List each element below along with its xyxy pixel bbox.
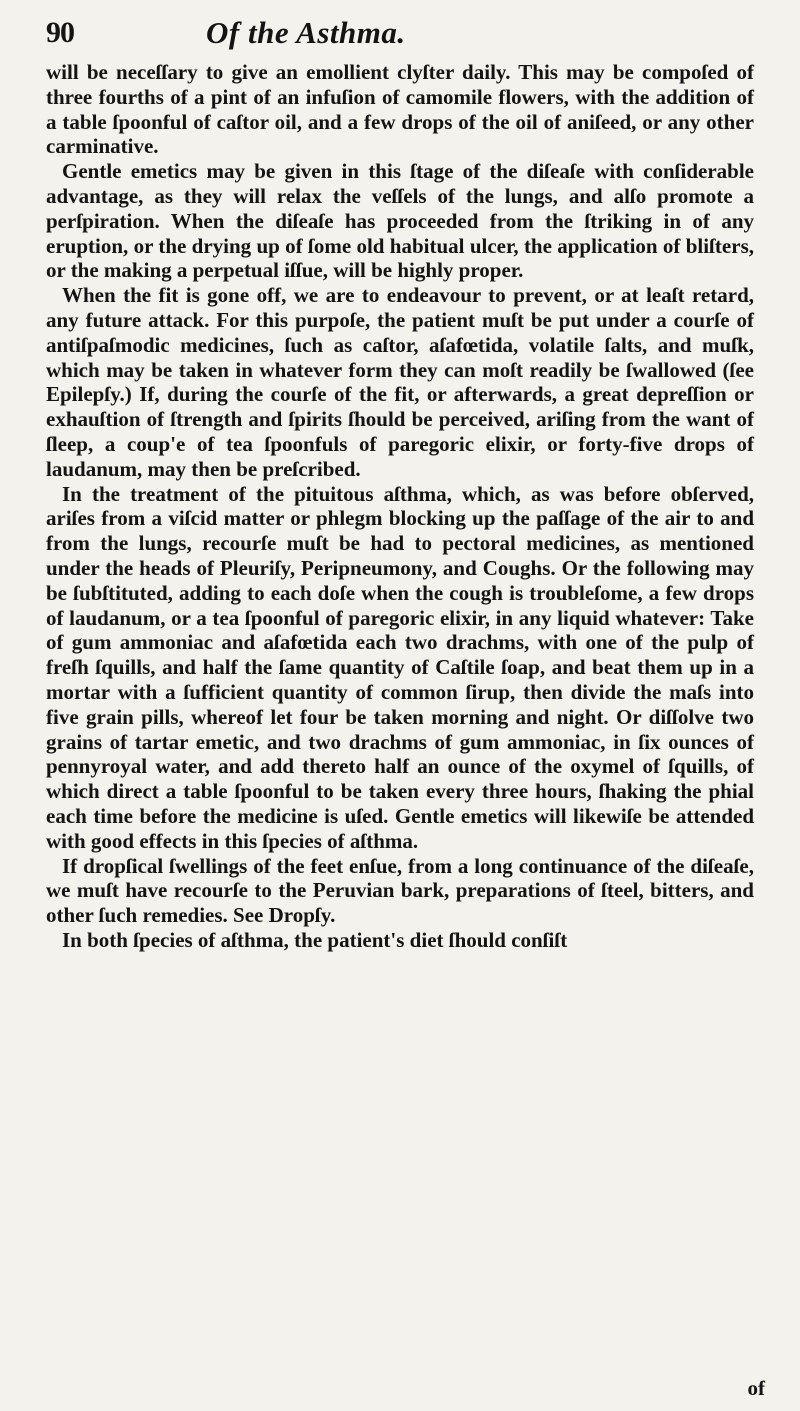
page-body <box>46 60 754 953</box>
paragraph: will be neceſſary to give an emollient clyſter daily. This may be compoſed of three fourths of a pint of an infuſion of camomile flowers, with the addition of a table ſpoonful of caſtor oil, and a few drops of the oil of aniſeed, or any other carminative. <box>46 60 754 159</box>
paragraph: When the fit is gone off, we are to endeavour to prevent, or at leaſt retard, any future attack. For this purpoſe, the patient muſt be put under a courſe of antiſpaſmodic medicines, ſuch as caſtor, aſafœtida, volatile ſalts, and muſk, which may be taken in whatever form they can moſt readily be ſwallowed (ſee Epilepſy.) If, during the courſe of the fit, or afterwards, a great depreſſion or exhauſtion of ſtrength and ſpirits ſhould be perceived, ariſing from the want of ſleep, a coup'e of tea ſpoonfuls of paregoric elixir, or forty-five drops of laudanum, may then be preſcribed. <box>46 283 754 481</box>
paragraph: If dropſical ſwellings of the feet enſue, from a long continuance of the diſeaſe, we muſt have recourſe to the Peruvian bark, preparations of ſteel, bitters, and other ſuch remedies. See Dropſy. <box>46 853 754 928</box>
page-header <box>46 10 754 60</box>
paragraph: In the treatment of the pituitous aſthma, which, as was before obſerved, ariſes from a viſcid matter or phlegm blocking up the paſſage of the air to and from the lungs, recourſe muſt be had to pectoral medicines, as mentioned under the heads of Pleuriſy, Peripneumony, and Coughs. Or the following may be ſubſtituted, adding to each doſe when the cough is troubleſome, a few drops of laudanum, or a tea ſpoonful of paregoric elixir, in any liquid whatever: Take of gum ammoniac and aſafœtida each two drachms, with one of the pulp of freſh ſquills, and half the ſame quantity of Caſtile ſoap, and beat them up in a mortar with a ſufficient quantity of common ſirup, then divide the maſs into five grain pills, whereof let four be taken morning and night. Or diſſolve two grains of tartar emetic, and two drachms of gum ammoniac, in ſix ounces of pennyroyal water, and add thereto half an ounce of the oxymel of ſquills, of which direct a table ſpoonful to be taken every three hours, ſhaking the phial each time before the medicine is uſed. Gentle emetics will likewiſe be attended with good effects in this ſpecies of aſthma. <box>46 481 754 853</box>
catchword: of <box>747 1376 765 1400</box>
running-title: Of the Asthma. <box>206 15 406 50</box>
paragraph: In both ſpecies of aſthma, the patient's diet ſhould conſiſt <box>62 927 568 952</box>
page-number: 90 <box>46 16 74 49</box>
paragraph: Gentle emetics may be given in this ſtage of the diſeaſe with conſiderable advantage, as they will relax the veſſels of the lungs, and alſo promote a perſpiration. When the diſeaſe has proceeded from the ſtriking in of any eruption, or the drying up of ſome old habitual ulcer, the application of bliſters, or the making a perpetual iſſue, will be highly proper. <box>46 159 754 283</box>
